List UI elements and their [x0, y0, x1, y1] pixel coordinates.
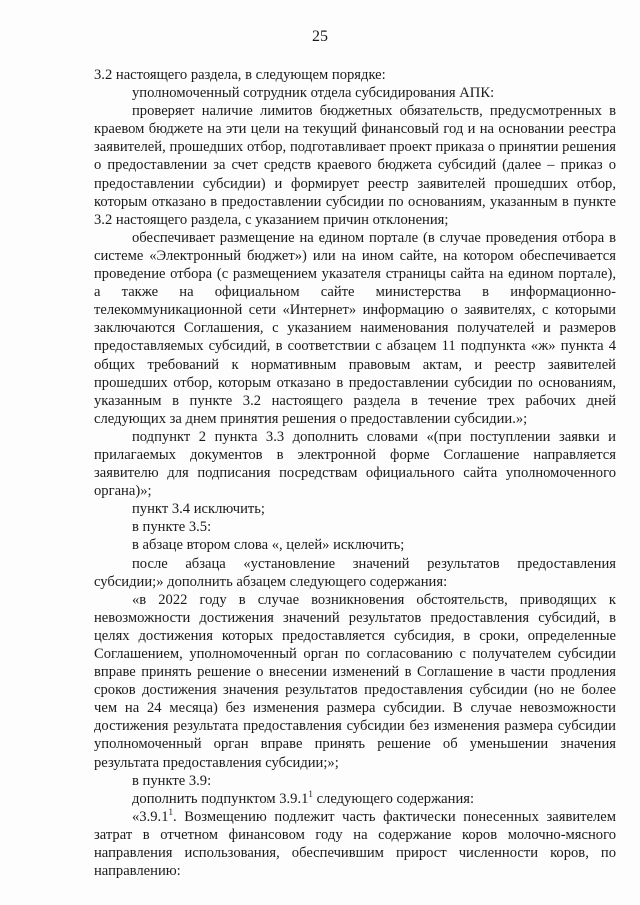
paragraph: после абзаца «установление значений результатов предоставления субсидии;» дополнить абзацем следующего содержания:	[94, 555, 616, 590]
superscript: 1	[168, 806, 173, 817]
paragraph: уполномоченный сотрудник отдела субсидирования АПК:	[132, 85, 495, 102]
paragraph: пункт 3.4 исключить;	[132, 501, 265, 518]
paragraph: обеспечивает размещение на едином портале (в случае проведения отбора в системе «Электронный бюджет») или на ином сайте, на котором обеспечивается проведение отбора (с размещением указателя страницы сайта на едином портале), а также на официальном сайте министерства в информационно-телекоммуникационной сети «Интернет» информацию о заявителях, с которыми заключаются Соглашения, с указанием наименования получателей и размеров предоставляемых субсидий, в соответствии с абзацем 11 подпункта «ж» пункта 4 общих требований к нормативным правовым актам, и реестр заявителей прошедших отбор, которым отказано в предоставлении субсидии по основаниям, указанным в пункте 3.2 настоящего раздела в течение трех рабочих дней следующих за днем принятия решения о предоставлении субсидии.»;	[94, 229, 616, 427]
paragraph: «в 2022 году в случае возникновения обстоятельств, приводящих к невозможности достижения значений результатов предоставления субсидий, в целях достижения которых предоставляется субсидия, в сроки, определенные Соглашением, уполномоченный орган по согласованию с получателем субсидии вправе принять решение о внесении изменений в Соглашение в части продления сроков достижения значения результатов предоставления субсидии (но не более чем на 24 месяца) без изменения размера субсидии. В случае невозможности достижения результата предоставления субсидии без изменения размера субсидии уполномоченный орган вправе принять решение об уменьшении значения результата предоставления субсидии;»;	[94, 591, 616, 771]
paragraph: 3.2 настоящего раздела, в следующем порядке:	[94, 67, 386, 83]
paragraph-text: дополнить подпунктом 3.9.1	[132, 790, 309, 807]
paragraph: проверяет наличие лимитов бюджетных обязательств, предусмотренных в краевом бюджете на эти цели на текущий финансовый год и на основании реестра заявителей, прошедших отбор, подготавливает проект приказа о принятии решения о предоставлении за счет средств краевого бюджета субсидий (далее – приказ о предоставлении субсидии) и формирует реестр заявителей прошедших отбор, которым отказано в предоставлении субсидии по основаниям, указанным в пункте 3.2 настоящего раздела, с указанием причин отклонения;	[94, 103, 616, 228]
paragraph-text: . Возмещению подлежит часть фактически понесенных заявителем затрат в отчетном финансовом году на содержание коров молочно-мясного направления использования, обеспечившим прирост численности коров, по направлению:	[94, 808, 616, 880]
paragraph	[94, 790, 616, 808]
superscript: 1	[308, 788, 313, 799]
paragraph: подпункт 2 пункта 3.3 дополнить словами «(при поступлении заявки и прилагаемых документов в электронной форме Соглашение направляется заявителю для подписания посредствам официального сайта уполномоченного органа)»;	[94, 428, 616, 500]
paragraph: в пункте 3.9:	[132, 772, 212, 789]
paragraph: в пункте 3.5:	[132, 519, 212, 536]
page-number: 25	[312, 28, 328, 45]
paragraph: в абзаце втором слова «, целей» исключить;	[132, 537, 405, 554]
paragraph	[94, 808, 616, 880]
document-body	[94, 66, 616, 880]
paragraph-text: «3.9.1	[132, 808, 169, 825]
paragraph-text: следующего содержания:	[312, 790, 475, 807]
